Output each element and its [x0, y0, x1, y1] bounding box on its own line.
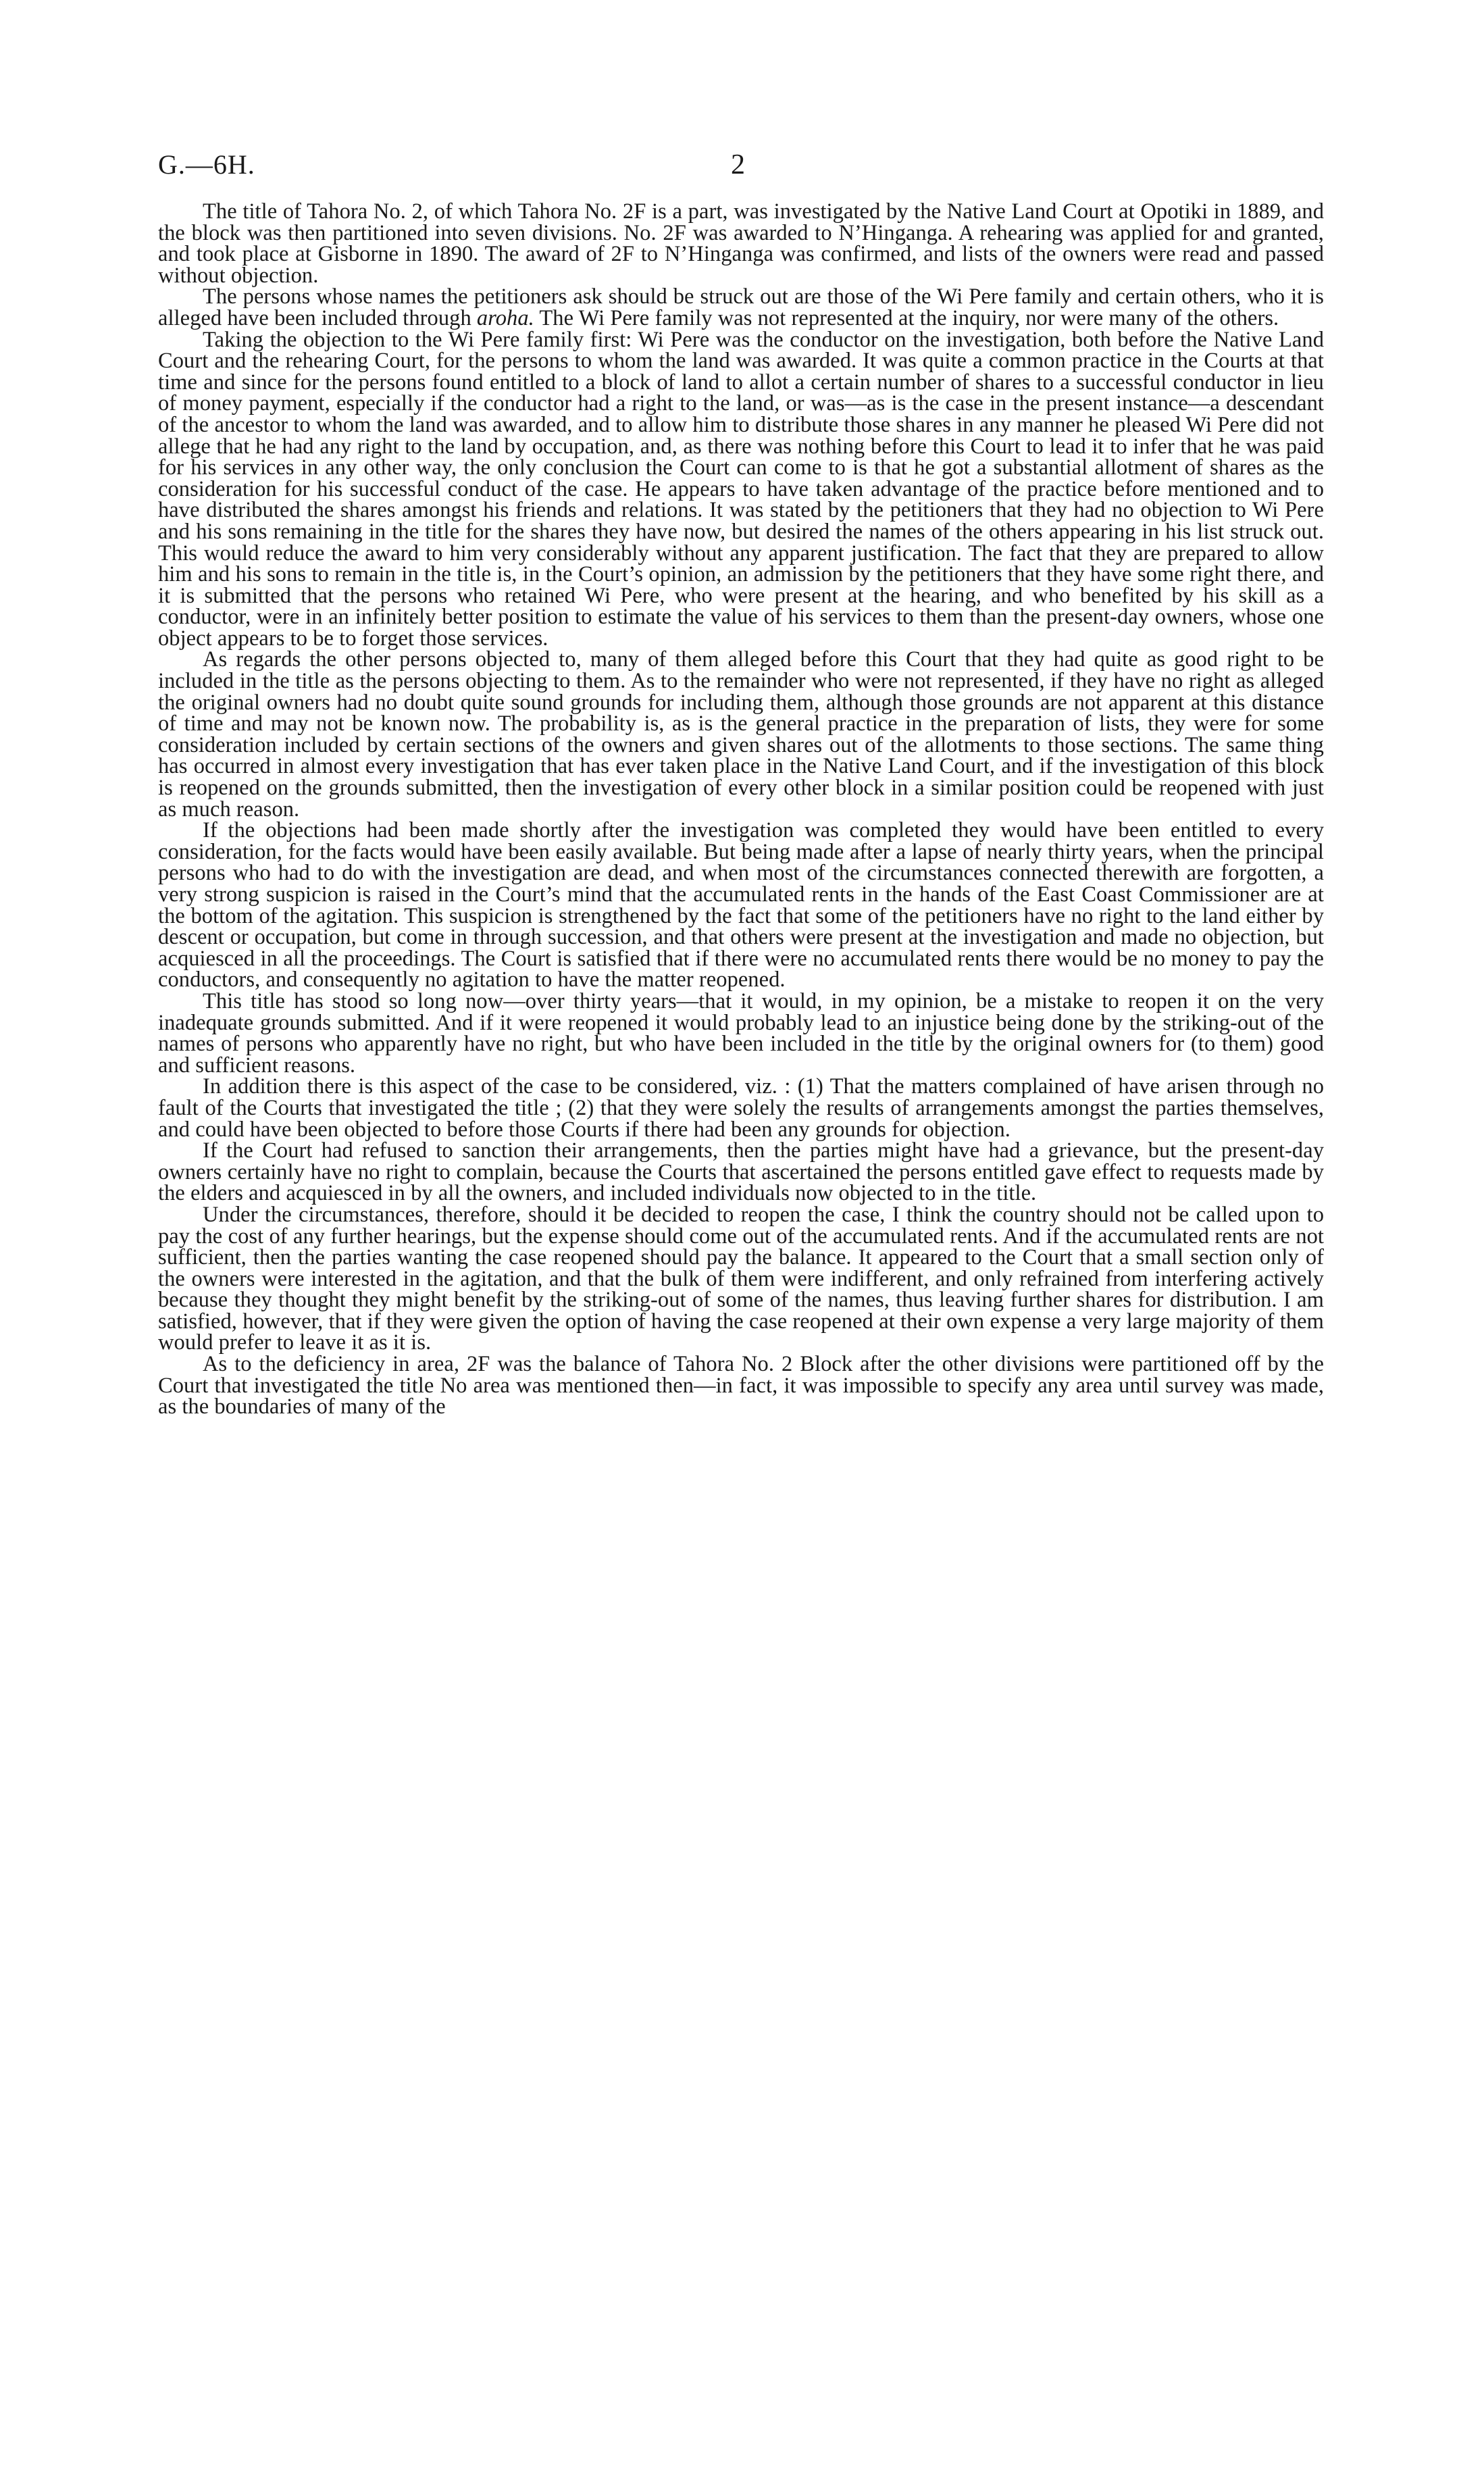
body-text [158, 201, 1324, 1418]
document-reference: G.—6H. [158, 149, 255, 180]
paragraph-7: In addition there is this aspect of the case to be considered, viz. : (1) That the matters complained of have arisen through no fault of the Courts that investigated the title ; (2) that they were solely the results of arrangements amongst the parties themselves, and could have been objected to before those Courts if there had been any grounds for objection. [158, 1074, 1324, 1142]
paragraph-1: The title of Tahora No. 2, of which Tahora No. 2F is a part, was investigated by the Native Land Court at Opotiki in 1889, and the block was then partitioned into seven divisions. No. 2F was awarded to N’Hinganga. A rehearing was applied for and granted, and took place at Gisborne in 1890. The award of 2F to N’Hinganga was confirmed, and lists of the owners were read and passed without objection. [158, 199, 1324, 288]
paragraph-2-italic-term: aroha. [476, 305, 534, 330]
paragraph-5: If the objections had been made shortly after the investigation was completed they would have been entitled to every consideration, for the facts would have been easily available. But being made after a lapse of nearly thirty years, when the principal persons who had to do with the investigation are dead, and when most of the circumstances connected therewith are forgotten, a very strong suspicion is raised in the Court’s mind that the accumulated rents in the hands of the East Coast Commissioner are at the bottom of the agitation. This suspicion is strengthened by the fact that some of the petitioners have no right to the land either by descent or occupation, but come in through succession, and that others were present at the investigation and made no objection, but acquiesced in all the proceedings. The Court is satisfied that if there were no accumulated rents there would be no money to pay the conductors, and consequently no agitation to have the matter reopened. [158, 818, 1324, 992]
document-page [158, 128, 1324, 1418]
paragraph-2 [158, 286, 1324, 329]
paragraph-2-part-1: The persons whose names the petitioners ask should be struck out are those of the Wi Pere family and certain others, who it is alleged have been included through [158, 284, 1324, 330]
paragraph-6: This title has stood so long now—over thirty years—that it would, in my opinion, be a mistake to reopen it on the very inadequate grounds submitted. And if it were reopened it would probably lead to an injustice being done by the striking-out of the names of persons who apparently have no right, but who have been included in the title by the original owners for (to them) good and sufficient reasons. [158, 988, 1324, 1078]
page-number: 2 [731, 149, 746, 180]
paragraph-2-part-2: The Wi Pere family was not represented at the inquiry, nor were many of the others. [534, 305, 1279, 330]
paragraph-9: Under the circumstances, therefore, should it be decided to reopen the case, I think the country should not be called upon to pay the cost of any further hearings, but the expense should come out of the accumulated rents. And if the accumulated rents are not sufficient, then the parties wanting the case reopened should pay the balance. It appeared to the Court that a small section only of the owners were interested in the agitation, and that the bulk of them were indifferent, and only refrained from interfering actively because they thought they might benefit by the striking-out of some of the names, thus leaving further shares for distribution. I am satisfied, however, that if they were given the option of having the case reopened at their own expense a very large majority of them would prefer to leave it as it is. [158, 1202, 1324, 1355]
paragraph-4: As regards the other persons objected to, many of them alleged before this Court that they had quite as good right to be included in the title as the persons objecting to them. As to the remainder who were not represented, if they have no right as alleged the original owners had no doubt quite sound grounds for including them, although those grounds are not apparent at this distance of time and may not be known now. The probability is, as is the general practice in the preparation of lists, they were for some consideration included by certain sections of the owners and given shares out of the allotments to those sections. The same thing has occurred in almost every investigation that has ever taken place in the Native Land Court, and if the investigation of this block is reopened on the grounds submitted, then the investigation of every other block in a similar position could be reopened with just as much reason. [158, 647, 1324, 822]
page-header [158, 128, 1324, 180]
paragraph-8: If the Court had refused to sanction their arrangements, then the parties might have had a grievance, but the present-day owners certainly have no right to complain, because the Courts that ascertained the persons entitled gave effect to requests made by the elders and acquiesced in by all the owners, and included individuals now objected to in the title. [158, 1138, 1324, 1206]
paragraph-3: Taking the objection to the Wi Pere family first: Wi Pere was the conductor on the investigation, both before the Native Land Court and the rehearing Court, for the persons to whom the land was awarded. It was quite a common practice in the Courts at that time and since for the persons found entitled to a block of land to allot a certain number of shares to a successful conductor in lieu of money payment, especially if the conductor had a right to the land, or was—as is the case in the present instance—a descendant of the ancestor to whom the land was awarded, and to allow him to distribute those shares in any manner he pleased Wi Pere did not allege that he had any right to the land by occupation, and, as there was nothing before this Court to lead it to infer that he was paid for his services in any other way, the only conclusion the Court can come to is that he got a substantial allotment of shares as the consideration for his successful conduct of the case. He appears to have taken advantage of the practice before mentioned and to have distributed the shares amongst his friends and relations. It was stated by the petitioners that they had no objection to Wi Pere and his sons remaining in the title for the shares they have now, but desired the names of the others appearing in his list struck out. This would reduce the award to him very considerably without any apparent justification. The fact that they are prepared to allow him and his sons to remain in the title is, in the Court’s opinion, an admission by the petitioners that they have some right there, and it is submitted that the persons who retained Wi Pere, who were present at the hearing, and who benefited by his skill as a conductor, were in an infinitely better position to estimate the value of his services to them than the present-day owners, whose one object appears to be to forget those services. [158, 327, 1324, 651]
paragraph-10: As to the deficiency in area, 2F was the balance of Tahora No. 2 Block after the other divisions were partitioned off by the Court that investigated the title No area was mentioned then—in fact, it was impossible to specify any area until survey was made, as the boundaries of many of the [158, 1352, 1324, 1419]
